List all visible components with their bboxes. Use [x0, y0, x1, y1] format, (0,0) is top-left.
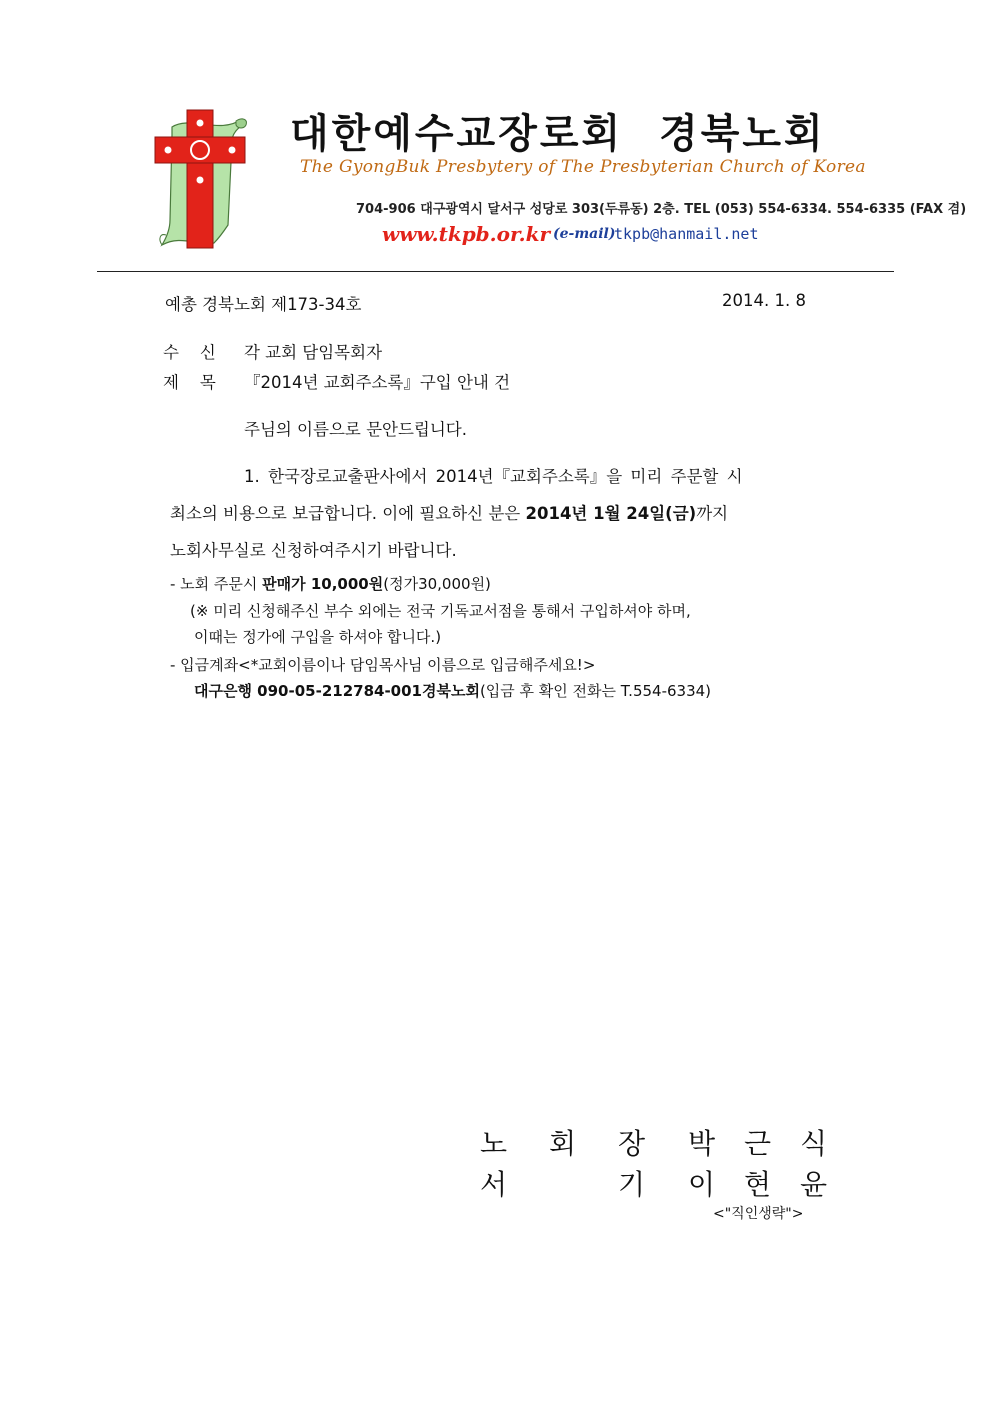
organization-title	[290, 102, 826, 159]
signature-title-char: 서	[480, 1168, 508, 1201]
document-number: 예총 경북노회 제173-34호	[165, 295, 362, 314]
order-deadline: 2014년 1월 24일(금)	[525, 504, 697, 523]
item-2-account-line	[194, 680, 711, 701]
header-divider	[97, 271, 894, 272]
paragraph-1-line-1: 1. 한국장로교출판사에서 2014년『교회주소록』을 미리 주문할 시	[244, 467, 743, 486]
paragraph-1-line-2-end: 까지	[696, 504, 729, 523]
signature-name-char: 윤	[800, 1168, 828, 1201]
item-1-text: - 노회 주문시	[170, 575, 263, 593]
signature-title-char: 노	[480, 1127, 508, 1160]
organization-email: tkpb@hanmail.net	[614, 225, 759, 243]
organization-title-right: 경북노회	[659, 110, 826, 157]
item-2-phone-note: (입금 후 확인 전화는 T.554-6334)	[479, 682, 712, 700]
subject-label: 제 목	[163, 373, 216, 392]
organization-title-left: 대한예수교장로회	[290, 110, 624, 157]
document-date: 2014. 1. 8	[722, 291, 806, 310]
item-1-note-line-1: (※ 미리 신청해주신 부수 외에는 전국 기독교서점을 통해서 구입하셔야 하며,	[190, 602, 691, 620]
signature-name-char: 근	[744, 1127, 772, 1160]
bank-account: 대구은행 090-05-212784-001경북노회	[194, 682, 480, 700]
recipient: 각 교회 담임목회자	[244, 343, 383, 362]
item-1	[170, 573, 491, 594]
sale-price: 판매가 10,000원	[262, 575, 384, 593]
signature-name-char: 현	[744, 1168, 772, 1201]
greeting: 주님의 이름으로 문안드립니다.	[244, 420, 467, 439]
organization-english-name: The GyongBuk Presbytery of The Presbyterian Church of Korea	[300, 157, 866, 177]
presbytery-logo	[150, 105, 250, 250]
organization-address: 704-906 대구광역시 달서구 성당로 303(두류동) 2층. TEL (053) 554-6334. 554-6335 (FAX 겸)	[356, 202, 967, 217]
signature-name-char: 박	[688, 1127, 716, 1160]
signature-title-char: 장	[618, 1127, 646, 1160]
organization-website: www.tkpb.or.kr	[382, 222, 551, 246]
list-price: (정가30,000원)	[383, 575, 491, 593]
signature-name-char: 이	[688, 1168, 716, 1201]
subject: 『2014년 교회주소록』구입 안내 건	[244, 373, 511, 392]
seal-omitted-note: <"직인생략">	[713, 1206, 804, 1222]
item-1-note-line-2: 이때는 정가에 구입을 하셔야 합니다.)	[194, 628, 442, 646]
signature-title-char: 기	[618, 1168, 646, 1201]
paragraph-1-line-2	[170, 500, 728, 524]
signature-title-char: 회	[549, 1127, 577, 1160]
paragraph-1-line-2-text: 최소의 비용으로 보급합니다. 이에 필요하신 분은	[170, 504, 526, 523]
paragraph-1-line-3: 노회사무실로 신청하여주시기 바랍니다.	[170, 541, 457, 560]
signature-name-char: 식	[800, 1127, 828, 1160]
item-2: - 입금계좌<*교회이름이나 담임목사님 이름으로 입금해주세요!>	[170, 656, 596, 674]
recipient-label: 수 신	[163, 343, 216, 362]
email-label: (e-mail)	[553, 226, 616, 242]
